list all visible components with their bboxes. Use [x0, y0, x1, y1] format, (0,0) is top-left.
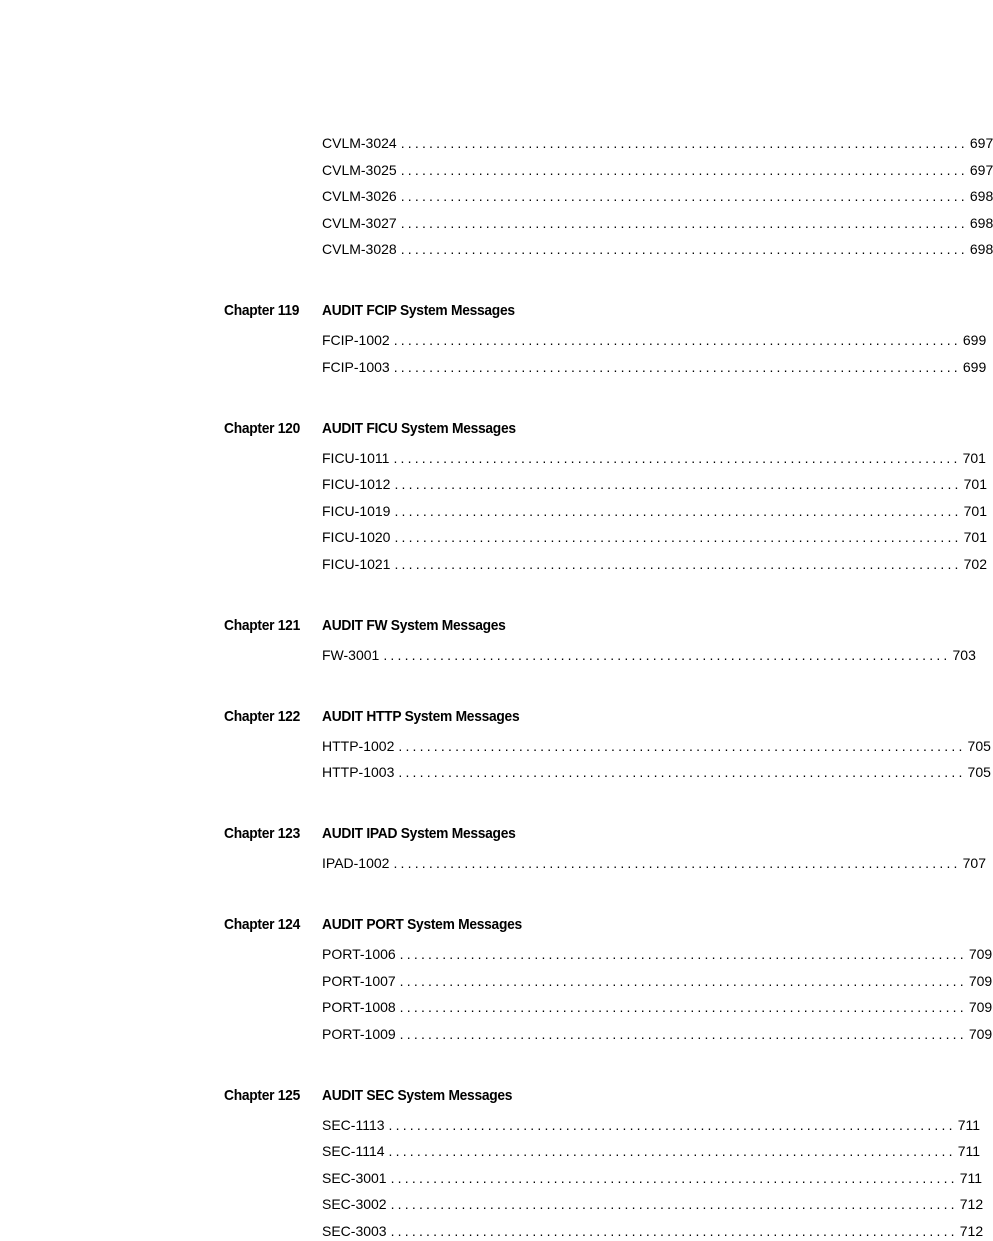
entry-code: SEC-3002	[322, 1196, 387, 1212]
entry-page-number: 698	[969, 188, 993, 204]
entry-page-number: 709	[968, 972, 993, 989]
chapter-label: Chapter 120	[224, 419, 300, 437]
dot-leader: ................................................................................	[393, 332, 961, 348]
entry-page-number: 701	[963, 502, 987, 519]
toc-entry[interactable]	[322, 1169, 983, 1188]
dot-leader: ................................................................................	[398, 764, 966, 780]
entry-code: FICU-1012	[322, 476, 391, 492]
dot-leader: ................................................................................	[393, 449, 961, 466]
chapter-title[interactable]: AUDIT IPAD System Messages	[322, 825, 516, 842]
dot-leader: ................................................................................	[390, 1222, 958, 1239]
dot-leader: ................................................................................	[400, 161, 968, 178]
toc-entry[interactable]	[322, 476, 987, 494]
toc-entry[interactable]	[322, 1222, 984, 1241]
toc-entry[interactable]	[322, 161, 993, 180]
chapter-title[interactable]: AUDIT SEC System Messages	[322, 1086, 513, 1104]
entry-code: FICU-1011	[322, 449, 390, 466]
entry-code: FICU-1021	[322, 555, 391, 572]
toc-entry[interactable]	[322, 214, 993, 233]
entry-code: FICU-1020	[322, 529, 391, 545]
entry-code: SEC-1113	[322, 1116, 385, 1133]
entry-code: SEC-1114	[322, 1143, 385, 1159]
entry-code: CVLM-3027	[322, 214, 397, 231]
entry-page-number: 712	[959, 1196, 984, 1212]
toc-entry[interactable]	[322, 502, 987, 521]
entry-code: PORT-1008	[322, 999, 396, 1015]
entry-page-number: 699	[962, 332, 987, 348]
toc-entry[interactable]	[322, 764, 991, 782]
toc-entry[interactable]	[322, 241, 993, 259]
dot-leader: ................................................................................	[388, 1143, 956, 1159]
dot-leader: ................................................................................	[383, 646, 951, 663]
entry-page-number: 712	[959, 1222, 984, 1239]
entry-code: SEC-3001	[322, 1169, 387, 1186]
toc-entry[interactable]	[322, 1143, 981, 1161]
entry-page-number: 703	[952, 646, 976, 663]
toc-entry[interactable]	[322, 1116, 981, 1135]
dot-leader: ................................................................................	[400, 241, 968, 257]
chapter-label: Chapter 121	[224, 616, 300, 634]
entry-page-number: 709	[968, 946, 993, 962]
entry-page-number: 697	[969, 161, 993, 178]
entry-code: CVLM-3025	[322, 161, 397, 178]
dot-leader: ................................................................................	[393, 855, 961, 871]
entry-page-number: 705	[967, 737, 991, 754]
entry-page-number: 709	[968, 999, 993, 1015]
toc-entry[interactable]	[322, 358, 987, 377]
toc-entry[interactable]	[322, 555, 987, 574]
entry-page-number: 699	[962, 358, 987, 375]
toc-entry[interactable]	[322, 332, 987, 350]
entry-page-number: 705	[967, 764, 991, 780]
entry-page-number: 711	[959, 1169, 983, 1186]
chapter-title[interactable]: AUDIT HTTP System Messages	[322, 707, 520, 725]
entry-page-number: 711	[957, 1143, 981, 1159]
toc-entry[interactable]	[322, 999, 993, 1017]
entry-code: FCIP-1003	[322, 358, 390, 375]
toc-entry[interactable]	[322, 135, 993, 153]
dot-leader: ................................................................................	[388, 1116, 956, 1133]
chapter-label: Chapter 122	[224, 707, 300, 725]
chapter-label: Chapter 125	[224, 1086, 300, 1104]
entry-code: SEC-3003	[322, 1222, 387, 1239]
toc-entry[interactable]	[322, 855, 986, 873]
dot-leader: ................................................................................	[399, 999, 967, 1015]
chapter-title[interactable]: AUDIT PORT System Messages	[322, 916, 522, 933]
dot-leader: ................................................................................	[394, 529, 962, 545]
toc-entry[interactable]	[322, 188, 993, 206]
entry-page-number: 701	[963, 529, 987, 545]
entry-page-number: 698	[969, 241, 993, 257]
entry-code: HTTP-1003	[322, 764, 395, 780]
chapter-label: Chapter 123	[224, 825, 300, 842]
entry-code: PORT-1006	[322, 946, 396, 962]
entry-page-number: 702	[963, 555, 987, 572]
entry-page-number: 698	[969, 214, 993, 231]
entry-code: FW-3001	[322, 646, 380, 663]
entry-page-number: 707	[962, 855, 986, 871]
toc-entry[interactable]	[322, 737, 991, 756]
toc-entry[interactable]	[322, 449, 986, 468]
dot-leader: ................................................................................	[394, 502, 962, 519]
entry-page-number: 697	[969, 135, 993, 151]
dot-leader: ................................................................................	[400, 214, 968, 231]
dot-leader: ................................................................................	[399, 972, 967, 989]
toc-entry[interactable]	[322, 946, 993, 964]
chapter-title[interactable]: AUDIT FW System Messages	[322, 616, 506, 634]
dot-leader: ................................................................................	[398, 737, 966, 754]
dot-leader: ................................................................................	[390, 1169, 958, 1186]
entry-code: IPAD-1002	[322, 855, 390, 871]
dot-leader: ................................................................................	[393, 358, 961, 375]
dot-leader: ................................................................................	[399, 946, 967, 962]
toc-entry[interactable]	[322, 972, 993, 991]
entry-code: CVLM-3024	[322, 135, 397, 151]
toc-entry[interactable]	[322, 646, 976, 665]
entry-page-number: 701	[962, 449, 986, 466]
entry-code: PORT-1009	[322, 1025, 396, 1042]
entry-code: CVLM-3026	[322, 188, 397, 204]
chapter-label: Chapter 124	[224, 916, 300, 933]
entry-page-number: 709	[968, 1025, 993, 1042]
entry-page-number: 701	[963, 476, 987, 492]
entry-code: CVLM-3028	[322, 241, 397, 257]
entry-code: PORT-1007	[322, 972, 396, 989]
chapter-title[interactable]: AUDIT FCIP System Messages	[322, 302, 515, 319]
dot-leader: ................................................................................	[394, 555, 962, 572]
dot-leader: ................................................................................	[400, 135, 968, 151]
dot-leader: ................................................................................	[400, 188, 968, 204]
entry-page-number: 711	[957, 1116, 981, 1133]
dot-leader: ................................................................................	[390, 1196, 958, 1212]
toc-entry[interactable]	[322, 529, 987, 547]
dot-leader: ................................................................................	[399, 1025, 967, 1042]
entry-code: FICU-1019	[322, 502, 391, 519]
entry-code: HTTP-1002	[322, 737, 395, 754]
toc-entry[interactable]	[322, 1196, 984, 1214]
dot-leader: ................................................................................	[394, 476, 962, 492]
toc-entry[interactable]	[322, 1025, 993, 1044]
chapter-label: Chapter 119	[224, 302, 300, 319]
entry-code: FCIP-1002	[322, 332, 390, 348]
chapter-title[interactable]: AUDIT FICU System Messages	[322, 419, 516, 437]
